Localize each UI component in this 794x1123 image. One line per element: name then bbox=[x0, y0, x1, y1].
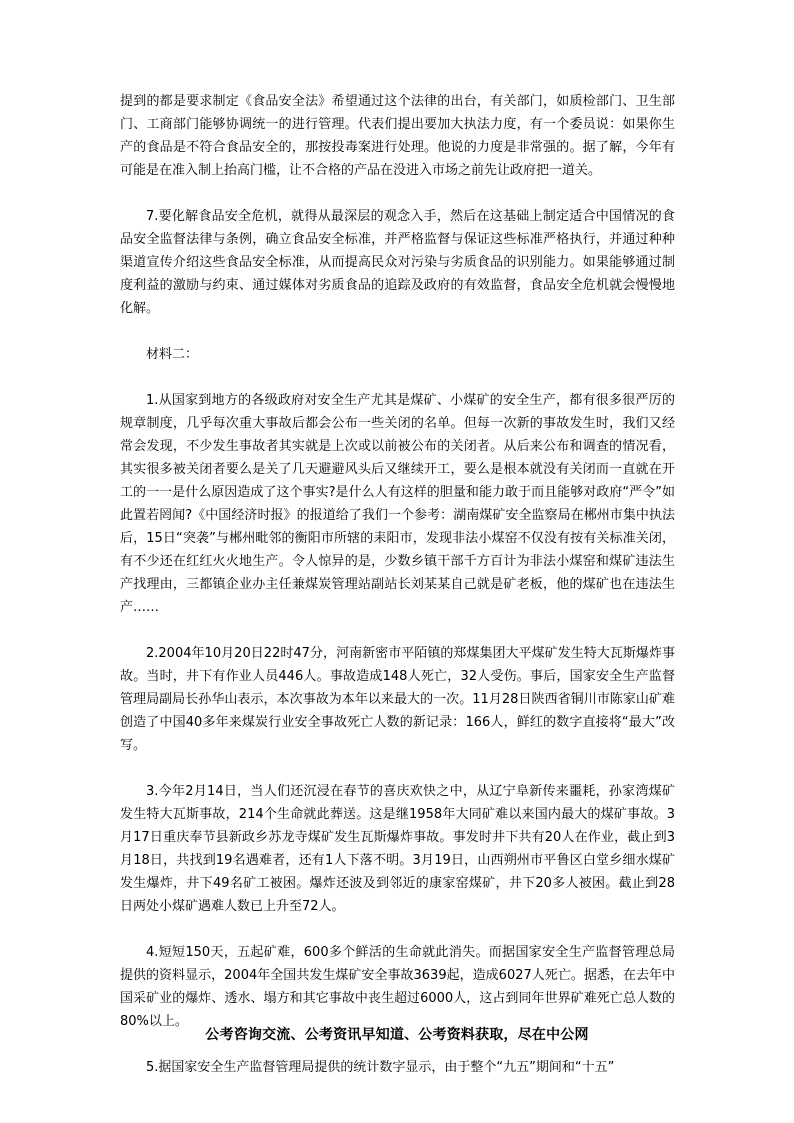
paragraph-item-1: 1.从国家到地方的各级政府对安全生产尤其是煤矿、小煤矿的安全生产，都有很多很严厉的规章制度，几乎每次重大事故后都会公布一些关闭的名单。但每一次新的事故发生时，我们又经常会发现，不少发生事故者其实就是上次或以前被公布的关闭者。从后来公布和调查的情况看，其实很多被关闭者要么是关了几天避避风头后又继续开工，要么是根本就没有关闭而一直就在开工的一一是什么原因造成了这个事实?是什么人有这样的胆量和能力敢于而且能够对政府“严令”如此置若罔闻?《中国经济时报》的报道给了我们一个参考：湖南煤矿安全监察局在郴州市集中执法后，15日“突袭”与郴州毗邻的衡阳市所辖的耒阳市，发现非法小煤窑不仅没有按有关标准关闭，有不少还在红红火火地生产。令人惊异的是，少数乡镇干部千方百计为非法小煤窑和煤矿违法生产找理由，三都镇企业办主任兼煤炭管理站副站长刘某某自己就是矿老板，他的煤矿也在违法生产…… bbox=[120, 393, 675, 615]
paragraph-food-safety-law: 提到的都是要求制定《食品安全法》希望通过这个法律的出台，有关部门，如质检部门、卫生部门、工商部门能够协调统一的进行管理。代表们提出要加大执法力度，有一个委员说：如果你生产的食品是不符合食品安全的，那按投毒案进行处理。他说的力度是非常强的。据了解，今年有可能是在准入制上抬高门槛，让不合格的产品在没进入市场之前先让政府把一道关。 bbox=[120, 94, 675, 178]
paragraph-item-3: 3.今年2月14日，当人们还沉浸在春节的喜庆欢快之中，从辽宁阜新传来噩耗，孙家湾煤矿发生特大瓦斯事故，214个生命就此葬送。这是继1958年大同矿难以来国内最大的煤矿事故。3月17日重庆奉节县新政乡苏龙寺煤矿发生瓦斯爆炸事故。事发时井下共有20人在作业，截止到3月18日，共找到19名遇难者，还有1人下落不明。3月19日，山西朔州市平鲁区白堂乡细水煤矿发生爆炸，井下49名矿工被困。爆炸还波及到邻近的康家窑煤矿，井下20多人被困。截止到28日两处小煤矿遇难人数已上升至72人。 bbox=[120, 784, 675, 914]
paragraph-item-2: 2.2004年10月20日22时47分，河南新密市平陌镇的郑煤集团大平煤矿发生特大瓦斯爆炸事故。当时，井下有作业人员446人。事故造成148人死亡，32人受伤。事后，国家安全生产监督管理局副局长孙华山表示，本次事故为本年以来最大的一次。11月28日陕西省铜川市陈家山矿难创造了中国40多年来煤炭行业安全事故死亡人数的新记录：166人，鲜红的数字直接将“最大”改写。 bbox=[120, 646, 675, 753]
paragraph-item-5: 5.据国家安全生产监督管理局提供的统计数字显示，由于整个“九五”期间和“十五” bbox=[146, 1060, 615, 1075]
paragraph-item-4: 4.短短150天，五起矿难，600多个鲜活的生命就此消失。而据国家安全生产监督管理总局提供的资料显示，2004年全国共发生煤矿安全事故3639起，造成6027人死亡。据悉，在去年中国采矿业的爆炸、透水、塌方和其它事故中丧生超过6000人，这占到同年世界矿难死亡总人数的80%以上。 bbox=[120, 945, 675, 1029]
section-heading-material-2: 材料二： bbox=[146, 347, 199, 362]
document-body bbox=[120, 90, 675, 1079]
page-footer: 公考咨询交流、公考资讯早知道、公考资料获取，尽在中公网 bbox=[205, 1027, 589, 1043]
paragraph-item-7: 7.要化解食品安全危机，就得从最深层的观念入手，然后在这基础上制定适合中国情况的食品安全监督法律与条例，确立食品安全标准，并严格监督与保证这些标准严格执行，并通过种种渠道宣传介绍这些食品安全标准，从而提高民众对污染与劣质食品的识别能力。如果能够通过制度利益的激励与约束、通过媒体对劣质食品的追踪及政府的有效监督，食品安全危机就会慢慢地化解。 bbox=[120, 209, 675, 316]
